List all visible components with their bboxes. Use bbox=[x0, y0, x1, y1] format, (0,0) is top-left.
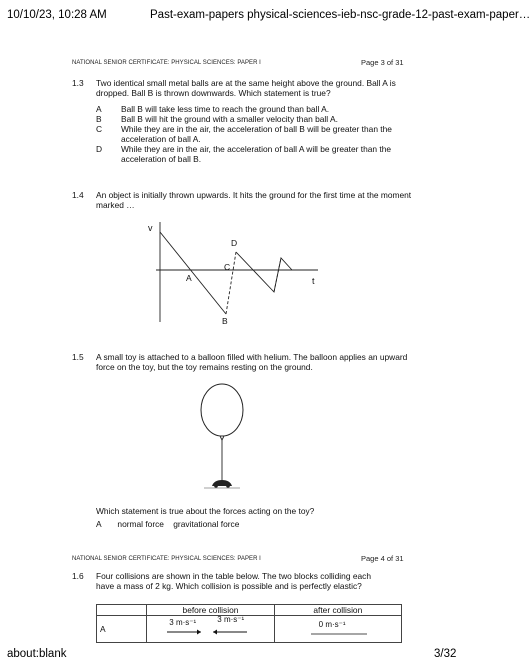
page-number: Page 4 of 31 bbox=[361, 554, 404, 563]
table-header-blank bbox=[97, 605, 147, 616]
y-axis-label: v bbox=[148, 223, 153, 233]
toy-wheel-icon bbox=[226, 484, 230, 488]
option-text bbox=[121, 144, 391, 164]
arrow-head-icon bbox=[213, 630, 217, 635]
option-letter: B bbox=[96, 114, 102, 124]
velocity-time-graph bbox=[140, 218, 330, 330]
x-axis-label: t bbox=[312, 276, 315, 286]
row-before-cell bbox=[147, 616, 274, 643]
clipped-option-row bbox=[96, 519, 296, 529]
question-number: 1.3 bbox=[72, 78, 84, 88]
question-line: An object is initially thrown upwards. It hits the ground for the first time at the moment bbox=[96, 190, 412, 200]
collision-arrows bbox=[147, 628, 275, 636]
clipped-option-text: A normal force gravitational force bbox=[96, 519, 240, 529]
collision-table bbox=[96, 604, 402, 643]
option-letter: A bbox=[96, 104, 102, 114]
option-line: While they are in the air, the acceleration of ball A will be greater than the bbox=[121, 144, 392, 154]
question-line: Two identical small metal balls are at the same height above the ground. Ball A is bbox=[96, 78, 396, 88]
point-label-d: D bbox=[231, 238, 238, 248]
option-line: While they are in the air, the acceleration of ball B will be greater than the bbox=[121, 124, 392, 134]
table-row bbox=[97, 616, 402, 643]
question-text bbox=[96, 78, 406, 98]
velocity-label: 3 m·s⁻¹ bbox=[169, 618, 197, 627]
balloon-icon bbox=[201, 384, 243, 436]
toy-wheel-icon bbox=[214, 484, 218, 488]
question-text bbox=[96, 571, 371, 591]
question-line: A small toy is attached to a balloon filled with helium. The balloon applies an upward bbox=[96, 352, 408, 362]
option-line: acceleration of ball A. bbox=[121, 134, 201, 145]
balloon-diagram bbox=[190, 380, 260, 494]
question-text bbox=[96, 190, 411, 210]
question-number: 1.4 bbox=[72, 190, 84, 200]
option-text: Ball B will take less time to reach the ground than ball A. bbox=[121, 104, 330, 114]
table-header-before: before collision bbox=[147, 605, 274, 616]
option-letter: C bbox=[96, 124, 103, 134]
velocity-label: 3 m·s⁻¹ bbox=[217, 615, 245, 624]
question-number: 1.5 bbox=[72, 352, 84, 362]
print-footer-page: 3/32 bbox=[434, 648, 457, 660]
question-line: marked … bbox=[96, 200, 135, 211]
page-header: NATIONAL SENIOR CERTIFICATE: PHYSICAL SCIENCES: PAPER I bbox=[72, 556, 261, 562]
after-rest-marker bbox=[275, 632, 403, 636]
question-number: 1.6 bbox=[72, 571, 84, 581]
option-text bbox=[121, 124, 392, 144]
table-header-row bbox=[97, 605, 402, 616]
page-header: NATIONAL SENIOR CERTIFICATE: PHYSICAL SCIENCES: PAPER I bbox=[72, 60, 261, 66]
arrow-head-icon bbox=[197, 630, 201, 635]
option-text: Ball B will hit the ground with a smaller velocity than ball A. bbox=[121, 114, 338, 124]
graph-line-segment bbox=[236, 252, 292, 292]
print-doc-title: Past-exam-papers physical-sciences-ieb-nsc-grade-12-past-exam-paper… bbox=[150, 9, 530, 21]
balloon-knot-icon bbox=[220, 436, 224, 440]
option-letter: D bbox=[96, 144, 103, 154]
option-line: acceleration of ball B. bbox=[121, 154, 202, 165]
row-after-cell bbox=[274, 616, 401, 643]
row-letter: A bbox=[97, 616, 147, 643]
question-line: have a mass of 2 kg. Which collision is possible and is perfectly elastic? bbox=[96, 581, 362, 592]
point-label-b: B bbox=[222, 316, 228, 326]
graph-line-segment bbox=[160, 232, 226, 314]
print-datetime: 10/10/23, 10:28 AM bbox=[7, 9, 107, 21]
question-line: dropped. Ball B is thrown downwards. Which statement is true? bbox=[96, 88, 331, 99]
question-line: Four collisions are shown in the table below. The two blocks colliding each bbox=[96, 571, 371, 581]
question-line: force on the toy, but the toy remains resting on the ground. bbox=[96, 362, 313, 373]
page-number: Page 3 of 31 bbox=[361, 58, 404, 67]
table-header-after: after collision bbox=[274, 605, 401, 616]
point-label-c: C bbox=[224, 262, 231, 272]
point-label-a: A bbox=[186, 273, 192, 283]
velocity-label: 0 m·s⁻¹ bbox=[318, 620, 346, 629]
print-footer-url: about:blank bbox=[7, 648, 67, 660]
question-text: Which statement is true about the forces acting on the toy? bbox=[96, 506, 315, 516]
question-text bbox=[96, 352, 407, 372]
